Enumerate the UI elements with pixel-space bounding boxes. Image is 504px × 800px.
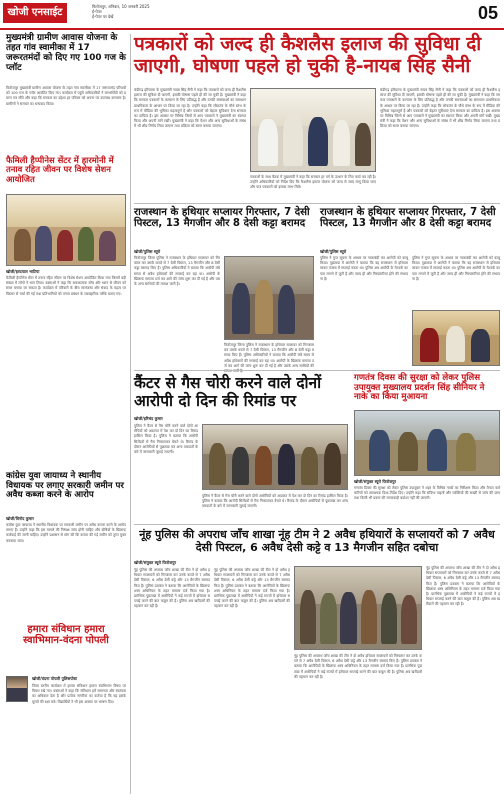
- arms-story-2-body-right: पुलिस ने गुप्त सूचना के आधार पर नाकाबंदी कर आरोपी को काबू किया। पूछताछ में आरोपी ने बताया कि वह राजस्थान से हथियार लाकर पंजाब में सप्लाई करता था। पुलिस अब आरोपी के नेटवर्क का पता लगाने में जुटी है और जल्द ही और गिरफ्तारियां होने की संभावना है।: [412, 256, 500, 281]
- arms-story-1-byline: खोजी/पुलिस ब्यूरो: [134, 249, 161, 254]
- main-headline: पत्रकारों को जल्द ही कैशलैस इलाज की सुविधा दी जाएगी, घोषणा पहले हो चुकी है-नायब सिंह सैनी: [134, 33, 482, 77]
- arms-seized-photo-1: [224, 256, 314, 340]
- gas-theft-byline: खोजी/हरिचंद कुमार: [134, 416, 163, 421]
- author-photo: [6, 676, 28, 702]
- republic-day-headline: गणतंत्र दिवस की सुरक्षा को लेकर पुलिस उपायुक्त मुख्यालय प्रदर्शन सिंह सीनियर ने नाके का किया मुआयना: [354, 373, 485, 403]
- nuh-police-body-1: नूंह पुलिस की अपराध जाँच शाखा की टीम ने दो अवैध हथियार सप्लायरों को गिरफ्तार कर उनके कब्जे से 7 अवैध देसी पिस्टल, 6 अवैध देसी कट्टे और 13 मैगजीन बरामद किए हैं। पुलिस प्रवक्ता ने बताया कि आरोपियों के खिलाफ शस्त्र अधिनियम के तहत मामला दर्ज किया गया है। प्रारंभिक पूछताछ में आरोपियों ने कई राज्यों में हथियार सप्लाई करने की बात कबूल की है। पुलिस अब खरीदारों की पहचान कर रही है।: [134, 568, 210, 609]
- left-top-body: फिरोजपुर मुख्यमंत्री ग्रामीण आवास योजना के तहत गांव स्वामीका में 17 जरूरतमंद परिवारों को 100 गज के प्लॉट आवंटित किए गए। कार्यक्रम में पहुंचे अधिकारियों ने लाभार्थियों को प्रमाण पत्र सौंपे और कहा कि सरकार का उद्देश्य हर परिवार को अपना घर उपलब्ध करवाना है। ग्रामीणों ने सरकार का धन्यवाद किया।: [6, 86, 126, 106]
- left-mid-byline: खोजी/हरदयाल भाटिया: [6, 269, 40, 274]
- arms-story-1-body: फिरोजपुर जिला पुलिस ने राजस्थान के हथियार सप्लायर को गिरफ्तार कर उसके कब्जे से 7 देसी पिस्टल, 13 मैगजीन और 8 देसी कट्टा बरामद किए हैं। पुलिस अधिकारियों ने बताया कि आरोपी लंबे समय से अवैध हथियारों की सप्लाई कर रहा था। आरोपी के खिलाफ मामला दर्ज कर आगे की जांच शुरू कर दी गई है और उसके अन्य साथियों की तलाश जारी है।: [134, 256, 220, 287]
- seminar-photo: [6, 194, 126, 266]
- gas-theft-body: पुलिस ने कैंटर से गैस चोरी करने वाले दोनों आरोपियों को अदालत में पेश कर दो दिन का रिमांड हासिल किया है। पुलिस ने बताया कि आरोपी सिलेंडरों से गैस निकालकर बेचते थे। रिमांड के दौरान आरोपियों से पूछताछ कर अन्य वारदातों के बारे में जानकारी जुटाई जाएगी।: [134, 424, 198, 455]
- gas-theft-headline: कैंटर से गैस चोरी करने वाले दोनों आरोपी दो दिन की रिमांड पर: [134, 374, 322, 411]
- left-top-headline: मुख्यमंत्री ग्रामीण आवास योजना के तहत गांव स्वामीका में 17 जरूरतमंदों को दिए गए 100 गज के प्लॉट: [6, 33, 126, 73]
- masthead-epaper-note: ई-पेपर पर देखें: [92, 14, 114, 19]
- republic-day-byline: खोजी/संयुक्त ब्यूरो फिरोजपुर: [354, 479, 397, 484]
- row-rule-2: [134, 370, 500, 371]
- left-mid-body: फैमिली हैप्पीनेस सेंटर में तनाव रहित जीवन पर विशेष सेशन आयोजित किया गया जिसमें बड़ी संख्या में लोगों ने भाग लिया। वक्ताओं ने कहा कि सकारात्मक सोच और ध्यान से जीवन को सरल बनाया जा सकता है। कार्यक्रम में परिवारों के बीच सामंजस्य और संवाद के महत्व पर विस्तार से चर्चा की गई तथा प्रतिभागियों को तनाव प्रबंधन के व्यावहारिक तरीके बताए गए।: [6, 276, 126, 296]
- left-bottom-byline: खोजी/वंदना पोपली पुलिसपोस्ट: [32, 676, 78, 681]
- nuh-police-body-4: नूंह पुलिस की अपराध जाँच शाखा की टीम ने दो अवैध हथियार सप्लायरों को गिरफ्तार कर उनके कब्जे से 7 अवैध देसी पिस्टल, 6 अवैध देसी कट्टे और 13 मैगजीन बरामद किए हैं। पुलिस प्रवक्ता ने बताया कि आरोपियों के खिलाफ शस्त्र अधिनियम के तहत मामला दर्ज किया गया है। प्रारंभिक पूछताछ में आरोपियों ने कई राज्यों में हथियार सप्लाई करने की बात कबूल की है। पुलिस अब खरीदारों की पहचान कर रही है।: [426, 566, 500, 607]
- nuh-police-photo: [294, 566, 422, 650]
- main-body-right: चंडीगढ़ हरियाणा के मुख्यमंत्री नायब सिंह सैनी ने कहा कि पत्रकारों को जल्द ही कैशलैस इलाज की सुविधा दी जाएगी, इसकी घोषणा पहले ही की जा चुकी है। मुख्यमंत्री ने कहा कि सरकार पत्रकारों के कल्याण के लिए प्रतिबद्ध है और उनकी समस्याओं का समाधान प्राथमिकता के आधार पर किया जा रहा है। उन्होंने कहा कि लोकतंत्र के चौथे स्तंभ के रूप में मीडिया की भूमिका महत्वपूर्ण है और पत्रकारों को बेहतर सुविधाएं देना सरकार का दायित्व है। इस अवसर पर विभिन्न जिलों से आए पत्रकारों ने मुख्यमंत्री का स्वागत किया और अपनी मांगें रखीं। मुख्यमंत्री ने कहा कि पेंशन और अन्य सुविधाओं के संबंध में भी शीघ्र निर्णय लिया जाएगा तथा प्रक्रिया को सरल बनाया जाएगा।: [380, 88, 500, 129]
- cm-meeting-photo: [250, 88, 376, 172]
- award-photo: [412, 310, 500, 366]
- main-body: चंडीगढ़ हरियाणा के मुख्यमंत्री नायब सिंह सैनी ने कहा कि पत्रकारों को जल्द ही कैशलैस इलाज की सुविधा दी जाएगी, इसकी घोषणा पहले ही की जा चुकी है। मुख्यमंत्री ने कहा कि सरकार पत्रकारों के कल्याण के लिए प्रतिबद्ध है और उनकी समस्याओं का समाधान प्राथमिकता के आधार पर किया जा रहा है। उन्होंने कहा कि लोकतंत्र के चौथे स्तंभ के रूप में मीडिया की भूमिका महत्वपूर्ण है और पत्रकारों को बेहतर सुविधाएं देना सरकार का दायित्व है। इस अवसर पर विभिन्न जिलों से आए पत्रकारों ने मुख्यमंत्री का स्वागत किया और अपनी मांगें रखीं। मुख्यमंत्री ने कहा कि पेंशन और अन्य सुविधाओं के संबंध में भी शीघ्र निर्णय लिया जाएगा तथा प्रक्रिया को सरल बनाया जाएगा।: [134, 88, 246, 129]
- page-number: 05: [477, 3, 498, 23]
- main-body-lower: पत्रकारों के साथ बैठक में मुख्यमंत्री ने कहा कि सरकार हर वर्ग के उत्थान के लिए कार्य कर रही है। उन्होंने अधिकारियों को निर्देश दिए कि कैशलैस इलाज योजना को जल्द से जल्द लागू किया जाए और पात्र पत्रकारों को इसका लाभ मिले।: [250, 175, 376, 190]
- nuh-police-body-3: नूंह पुलिस की अपराध जाँच शाखा की टीम ने दो अवैध हथियार सप्लायरों को गिरफ्तार कर उनके कब्जे से 7 अवैध देसी पिस्टल, 6 अवैध देसी कट्टे और 13 मैगजीन बरामद किए हैं। पुलिस प्रवक्ता ने बताया कि आरोपियों के खिलाफ शस्त्र अधिनियम के तहत मामला दर्ज किया गया है। प्रारंभिक पूछताछ में आरोपियों ने कई राज्यों में हथियार सप्लाई करने की बात कबूल की है। पुलिस अब खरीदारों की पहचान कर रही है।: [294, 654, 422, 679]
- nuh-police-headline: नूंह पुलिस की अपराध जाँच शाखा नूंह टीम ने 2 अवैध हथियारों के सप्लायरों को 7 अवैध देसी पिस्टल, 6 अवैध देसी कट्टे व 13 मैगजीन सहित दबोचा: [139, 528, 495, 555]
- left-lower-byline: खोजी/विनोद कुमार: [6, 516, 34, 521]
- arms-story-1-body-cont: फिरोजपुर जिला पुलिस ने राजस्थान के हथियार सप्लायर को गिरफ्तार कर उसके कब्जे से 7 देसी पिस्टल, 13 मैगजीन और 8 देसी कट्टा बरामद किए हैं। पुलिस अधिकारियों ने बताया कि आरोपी लंबे समय से अवैध हथियारों की सप्लाई कर रहा था। आरोपी के खिलाफ मामला दर्ज कर आगे की जांच शुरू कर दी गई है और उसके अन्य साथियों की तलाश जारी है।: [224, 343, 314, 374]
- left-bottom-headline: हमारा संविधान हमारा स्वाभिमान-वंदना पोपली: [23, 624, 109, 647]
- masthead-epaper: ई-पेपर: [92, 9, 102, 14]
- newspaper-brand-logo: खोजी एनसाईट: [3, 3, 67, 23]
- row-rule: [134, 203, 500, 204]
- arms-story-2-byline: खोजी/पुलिस ब्यूरो: [320, 249, 347, 254]
- masthead: [0, 0, 504, 30]
- arms-story-2-body: पुलिस ने गुप्त सूचना के आधार पर नाकाबंदी कर आरोपी को काबू किया। पूछताछ में आरोपी ने बताया कि वह राजस्थान से हथियार लाकर पंजाब में सप्लाई करता था। पुलिस अब आरोपी के नेटवर्क का पता लगाने में जुटी है और जल्द ही और गिरफ्तारियां होने की संभावना है।: [320, 256, 408, 281]
- column-rule: [130, 34, 131, 794]
- checkpost-photo: [354, 410, 500, 476]
- arms-story-1-headline: राजस्थान के हथियार सप्लायर गिरफ्तार, 7 देसी पिस्टल, 13 मैगजीन और 8 देसी कट्टा बरामद: [134, 207, 310, 230]
- row-rule-3: [134, 524, 500, 525]
- nuh-police-byline: खोजी/संयुक्त ब्यूरो फिरोजपुर: [134, 560, 177, 565]
- masthead-meta: [92, 4, 392, 19]
- arms-story-2-headline: राजस्थान के हथियार सप्लायर गिरफ्तार, 7 देसी पिस्टल, 13 मैगजीन और 8 देसी कट्टा बरामद: [320, 207, 496, 230]
- republic-day-body: गणतंत्र दिवस की सुरक्षा को लेकर पुलिस उपायुक्त ने शहर के विभिन्न नाकों का निरीक्षण किया और तैनात कर्मचारियों को आवश्यक दिशा-निर्देश दिए। उन्होंने कहा कि संदिग्ध वाहनों और व्यक्तियों की सख्ती से जांच की जाए तथा किसी भी प्रकार की लापरवाही बर्दाश्त नहीं की जाएगी।: [354, 486, 500, 501]
- nuh-police-body-2: नूंह पुलिस की अपराध जाँच शाखा की टीम ने दो अवैध हथियार सप्लायरों को गिरफ्तार कर उनके कब्जे से 7 अवैध देसी पिस्टल, 6 अवैध देसी कट्टे और 13 मैगजीन बरामद किए हैं। पुलिस प्रवक्ता ने बताया कि आरोपियों के खिलाफ शस्त्र अधिनियम के तहत मामला दर्ज किया गया है। प्रारंभिक पूछताछ में आरोपियों ने कई राज्यों में हथियार सप्लाई करने की बात कबूल की है। पुलिस अब खरीदारों की पहचान कर रही है।: [214, 568, 290, 609]
- left-bottom-body: जिला स्तरीय कार्यक्रम में हमारा संविधान हमारा स्वाभिमान विषय पर विचार रखे गए। वक्ताओं ने कहा कि संविधान हमें समानता और स्वतंत्रता का अधिकार देता है और प्रत्येक नागरिक का कर्तव्य है कि वह इसके मूल्यों की रक्षा करे। विद्यार्थियों ने भी इस अवसर पर भाषण दिए।: [32, 684, 126, 704]
- left-lower-body: कांग्रेस युवा जायाध्य ने स्थानीय विधायक पर सरकारी जमीन पर अवैध कब्जा करने के आरोप लगाए हैं। उन्होंने कहा कि इस मामले की निष्पक्ष जांच होनी चाहिए और दोषियों के खिलाफ कार्रवाई की जानी चाहिए। उन्होंने प्रशासन से मांग की कि कब्जा की गई जमीन को तुरंत मुक्त करवाया जाए।: [6, 523, 126, 543]
- left-lower-headline: कांग्रेस युवा जायाध्य ने स्थानीय विधायक पर लगाए सरकारी जमीन पर अवैध कब्जा करने के आरोप: [6, 471, 124, 501]
- left-mid-headline: फैमिली हैप्पीनेस सेंटर में हारमोनी में तनाव रहित जीवन पर विशेष सेशन आयोजित: [6, 155, 114, 184]
- gas-theft-body-cont: पुलिस ने कैंटर से गैस चोरी करने वाले दोनों आरोपियों को अदालत में पेश कर दो दिन का रिमांड हासिल किया है। पुलिस ने बताया कि आरोपी सिलेंडरों से गैस निकालकर बेचते थे। रिमांड के दौरान आरोपियों से पूछताछ कर अन्य वारदातों के बारे में जानकारी जुटाई जाएगी।: [202, 494, 348, 509]
- accused-photo: [202, 424, 348, 490]
- masthead-date: फिरोजपुर, शनिवार, 10 जनवरी 2025: [92, 4, 150, 9]
